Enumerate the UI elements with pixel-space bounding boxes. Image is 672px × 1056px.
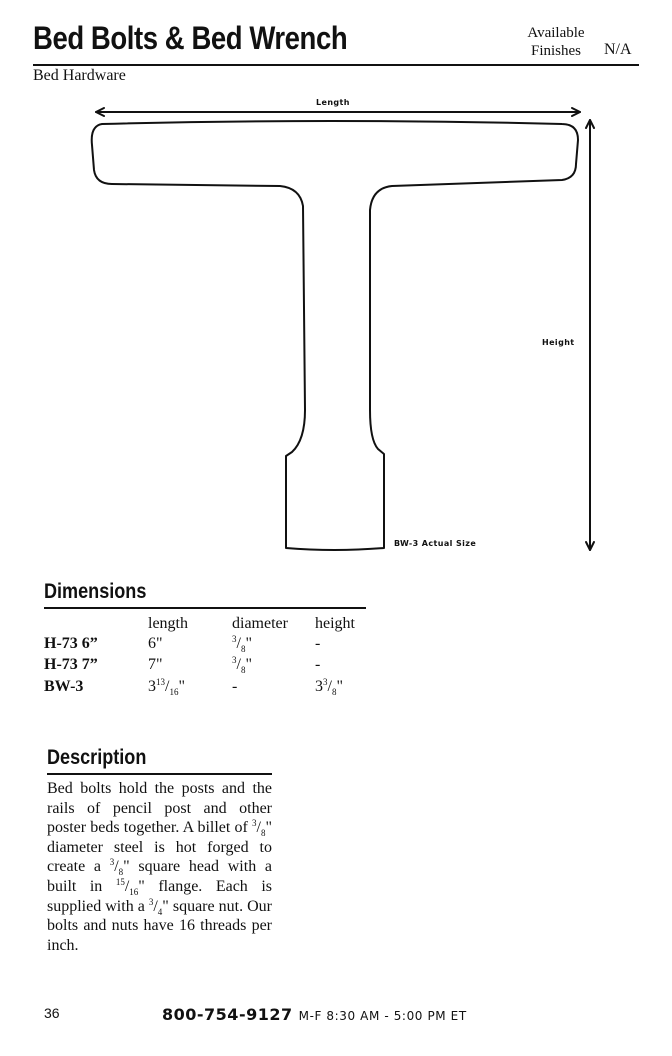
cell-height: $3^3/_8$": [315, 677, 343, 697]
available-label: Available: [527, 25, 585, 41]
column-header-height: height: [315, 615, 355, 632]
length-label: Length: [316, 98, 350, 107]
column-header-length: length: [148, 615, 188, 632]
cell-diameter: $^3/_8$": [232, 634, 252, 654]
dimensions-heading: Dimensions: [44, 580, 147, 603]
wrench-outline: [92, 121, 578, 550]
height-label: Height: [542, 338, 575, 347]
row-name: BW-3: [44, 678, 84, 695]
row-name: H-73 7”: [44, 656, 98, 673]
column-header-diameter: diameter: [232, 615, 288, 632]
business-hours: M-F 8:30 AM - 5:00 PM ET: [298, 1009, 467, 1023]
cell-diameter: $^3/_8$": [232, 655, 252, 675]
dimensions-divider: [44, 607, 366, 609]
finishes-label: Finishes: [530, 43, 581, 59]
footer-contact: [162, 1005, 467, 1024]
cell-diameter: -: [232, 678, 238, 695]
finishes-value: N/A: [604, 41, 632, 58]
height-arrow-icon: [586, 120, 594, 550]
description-divider: [47, 773, 272, 775]
cell-length: $3^{13}/_{16}$": [148, 677, 185, 697]
cell-height: -: [315, 635, 321, 652]
length-arrow-icon: [96, 108, 580, 116]
illustration-caption: BW-3 Actual Size: [394, 539, 477, 548]
page-number: 36: [44, 1005, 60, 1021]
page-title: Bed Bolts & Bed Wrench: [33, 20, 348, 56]
phone-number: 800-754-9127: [162, 1005, 293, 1024]
cell-height: -: [315, 656, 321, 673]
description-text: Bed bolts hold the posts and the rails of pencil post and other poster beds together. A billet of $^3/_8$" diameter steel is hot forged to create a $^3/_8$" square head with a built in $^{15}/_{16}$" flange. Each is supplied with a $^3/_4$" square nut. Our bolts and nuts have 16 threads per inch.: [47, 780, 273, 954]
row-name: H-73 6”: [44, 635, 98, 652]
cell-length: 6": [148, 635, 163, 652]
description-heading: Description: [47, 746, 147, 769]
cell-length: 7": [148, 656, 163, 673]
page-subtitle: Bed Hardware: [33, 67, 126, 84]
